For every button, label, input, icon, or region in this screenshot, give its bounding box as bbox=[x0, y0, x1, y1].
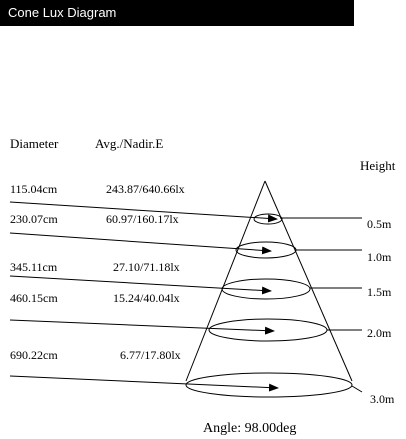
cone-section-0-5m bbox=[254, 214, 282, 224]
lux-value: 243.87/640.66lx bbox=[106, 182, 185, 196]
leader-arrow-3-0m bbox=[10, 376, 278, 388]
cone-right-edge bbox=[265, 181, 352, 381]
diameter-header: Diameter bbox=[10, 136, 59, 151]
leader-arrow-2-0m bbox=[10, 320, 274, 331]
leader-arrow-1-0m bbox=[10, 233, 271, 251]
leader-arrow-1-5m bbox=[10, 276, 271, 291]
diameter-value: 230.07cm bbox=[10, 212, 58, 226]
height-value: 1.0m bbox=[367, 250, 392, 264]
cone-left-edge bbox=[186, 181, 265, 381]
diameter-value: 460.15cm bbox=[10, 291, 58, 305]
diameter-value: 115.04cm bbox=[10, 182, 58, 196]
diagram-title: Cone Lux Diagram bbox=[8, 5, 117, 20]
height-header: Height bbox=[360, 158, 396, 173]
height-value: 3.0m bbox=[370, 392, 395, 406]
height-leader-3-0m bbox=[352, 386, 362, 392]
lux-value: 60.97/160.17lx bbox=[106, 212, 179, 226]
lux-value: 15.24/40.04lx bbox=[113, 291, 180, 305]
cone-section-2-0m bbox=[209, 319, 327, 341]
height-value: 2.0m bbox=[367, 326, 392, 340]
angle-label: Angle: 98.00deg bbox=[203, 421, 297, 436]
lux-value: 6.77/17.80lx bbox=[120, 348, 181, 362]
diameter-value: 690.22cm bbox=[10, 348, 58, 362]
lux-header: Avg./Nadir.E bbox=[95, 136, 164, 151]
height-value: 0.5m bbox=[367, 217, 392, 231]
cone-section-1-0m bbox=[236, 242, 296, 258]
lux-value: 27.10/71.18lx bbox=[113, 260, 180, 274]
height-value: 1.5m bbox=[367, 285, 392, 299]
diameter-value: 345.11cm bbox=[10, 260, 58, 274]
